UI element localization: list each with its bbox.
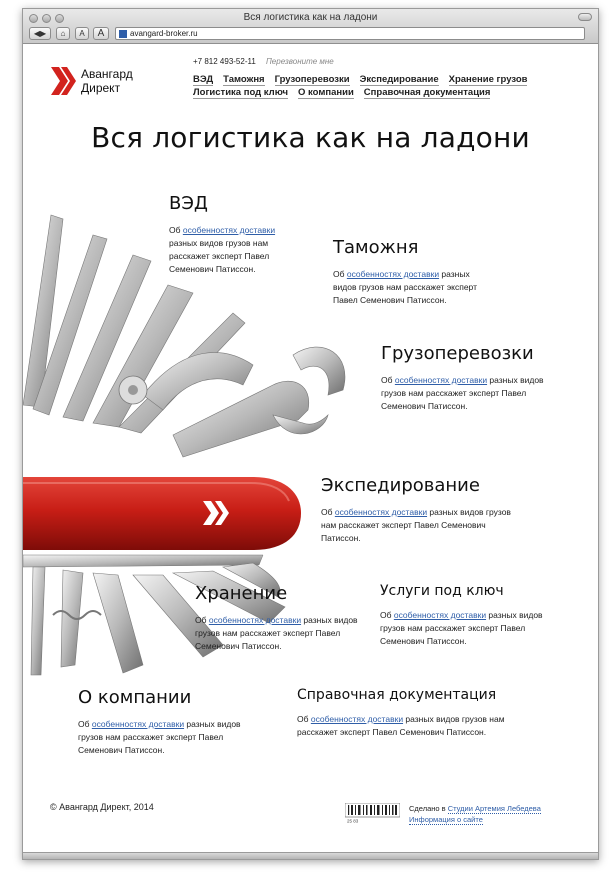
- section-turnkey-text: [380, 609, 560, 648]
- section-storage: [195, 583, 375, 653]
- section-customs-title[interactable]: Таможня: [333, 237, 419, 258]
- home-button[interactable]: [56, 27, 70, 40]
- section-customs: [333, 237, 483, 307]
- section-about-text: [78, 718, 263, 757]
- section-turnkey-title[interactable]: Услуги под ключ: [380, 583, 504, 599]
- section-ved: [169, 193, 294, 276]
- studio-link[interactable]: Студии Артемия Лебедева: [447, 804, 541, 813]
- section-storage-title[interactable]: Хранение: [195, 583, 288, 604]
- home-icon: ⌂: [60, 29, 66, 38]
- window-title: Вся логистика как на ладони: [243, 12, 378, 23]
- toolbar-toggle-button[interactable]: [578, 13, 592, 21]
- nav-item-ved[interactable]: ВЭД: [193, 74, 214, 85]
- section-customs-text: [333, 268, 483, 307]
- section-ved-link[interactable]: особенностях доставки: [182, 225, 276, 235]
- section-storage-pre: Об: [195, 615, 209, 625]
- section-freight-pre: Об: [381, 375, 395, 385]
- section-about: [78, 687, 263, 757]
- section-freight-link[interactable]: особенностях доставки: [394, 375, 488, 385]
- address-text: avangard-broker.ru: [130, 29, 198, 38]
- window-bottom-bar: [23, 852, 598, 859]
- section-forwarding-title[interactable]: Экспедирование: [321, 475, 480, 496]
- page-title: Вся логистика как на ладони: [91, 121, 530, 154]
- section-turnkey-link[interactable]: особенностях доставки: [393, 610, 487, 620]
- main-nav: [193, 73, 528, 99]
- nav-item-turnkey[interactable]: Логистика под ключ: [193, 87, 288, 98]
- address-bar[interactable]: [115, 27, 585, 40]
- section-ved-title[interactable]: ВЭД: [169, 193, 208, 214]
- section-storage-link[interactable]: особенностях доставки: [208, 615, 302, 625]
- section-storage-text: [195, 614, 375, 653]
- nav-item-customs[interactable]: Таможня: [223, 74, 265, 85]
- font-larger-button[interactable]: [93, 27, 109, 40]
- browser-window: [22, 8, 599, 860]
- callback-link[interactable]: Перезвоните мне: [266, 57, 334, 66]
- section-forwarding-pre: Об: [321, 507, 335, 517]
- barcode-icon: [345, 803, 400, 823]
- forward-icon[interactable]: ▶: [40, 29, 47, 38]
- logo-text: [81, 67, 133, 95]
- nav-item-storage[interactable]: Хранение грузов: [448, 74, 528, 85]
- section-docs-pre: Об: [297, 714, 311, 724]
- section-forwarding: [321, 475, 521, 545]
- section-about-post: разных видов грузов нам расскажет эксперт Павел Семенович Патиссон.: [78, 719, 241, 755]
- section-turnkey-pre: Об: [380, 610, 394, 620]
- section-ved-post: разных видов грузов нам расскажет эксперт Павел Семенович Патиссон.: [169, 238, 270, 274]
- font-smaller-label: A: [79, 29, 85, 38]
- barcode-caption: 25 83: [347, 818, 359, 823]
- section-about-link[interactable]: особенностях доставки: [91, 719, 185, 729]
- page-content: [23, 45, 598, 855]
- phone-number: +7 812 493-52-11: [193, 57, 256, 66]
- section-docs-text: [297, 713, 512, 739]
- section-freight-title[interactable]: Грузоперевозки: [381, 343, 534, 364]
- footer-copyright: © Авангард Директ, 2014: [50, 802, 154, 812]
- section-docs: [297, 687, 512, 739]
- section-docs-post: разных видов грузов нам расскажет эксперт Павел Семенович Патиссон.: [297, 714, 505, 737]
- favicon-icon: [119, 30, 127, 38]
- section-customs-post: разных видов грузов нам расскажет эксперт Павел Семенович Патиссон.: [333, 269, 477, 305]
- logo-line1: Авангард: [81, 67, 133, 81]
- section-turnkey-post: разных видов грузов нам расскажет эксперт Павел Семенович Патиссон.: [380, 610, 543, 646]
- section-freight-text: [381, 374, 566, 413]
- font-smaller-button[interactable]: [75, 27, 89, 40]
- footer-credits: [409, 803, 541, 825]
- section-about-pre: Об: [78, 719, 92, 729]
- nav-item-docs[interactable]: Справочная документация: [363, 87, 491, 98]
- section-freight-post: разных видов грузов нам расскажет эксперт Павел Семенович Патиссон.: [381, 375, 544, 411]
- section-docs-title[interactable]: Справочная документация: [297, 687, 497, 703]
- logo-chevron-icon: [51, 65, 77, 97]
- section-customs-link[interactable]: особенностях доставки: [346, 269, 440, 279]
- section-freight: [381, 343, 566, 413]
- section-storage-post: разных видов грузов нам расскажет эксперт Павел Семенович Патиссон.: [195, 615, 358, 651]
- nav-item-forwarding[interactable]: Экспедирование: [359, 74, 439, 85]
- nav-item-freight[interactable]: Грузоперевозки: [274, 74, 350, 85]
- font-larger-label: A: [97, 28, 105, 39]
- logo-line2: Директ: [81, 81, 121, 95]
- section-ved-pre: Об: [169, 225, 183, 235]
- section-forwarding-text: [321, 506, 521, 545]
- section-ved-text: [169, 224, 294, 276]
- site-info-link[interactable]: Информация о сайте: [409, 815, 483, 824]
- section-about-title[interactable]: О компании: [78, 687, 192, 708]
- back-forward-buttons[interactable]: [29, 27, 51, 40]
- browser-titlebar: [23, 9, 598, 44]
- section-forwarding-post: разных видов грузов нам расскажет эксперт Павел Семенович Патиссон.: [321, 507, 511, 543]
- section-forwarding-link[interactable]: особенностях доставки: [334, 507, 428, 517]
- made-by-text: Сделано в: [409, 804, 448, 813]
- back-icon[interactable]: ◀: [33, 29, 40, 38]
- section-turnkey: [380, 583, 560, 648]
- section-customs-pre: Об: [333, 269, 347, 279]
- section-docs-link[interactable]: особенностях доставки: [310, 714, 404, 724]
- nav-item-about[interactable]: О компании: [297, 87, 354, 98]
